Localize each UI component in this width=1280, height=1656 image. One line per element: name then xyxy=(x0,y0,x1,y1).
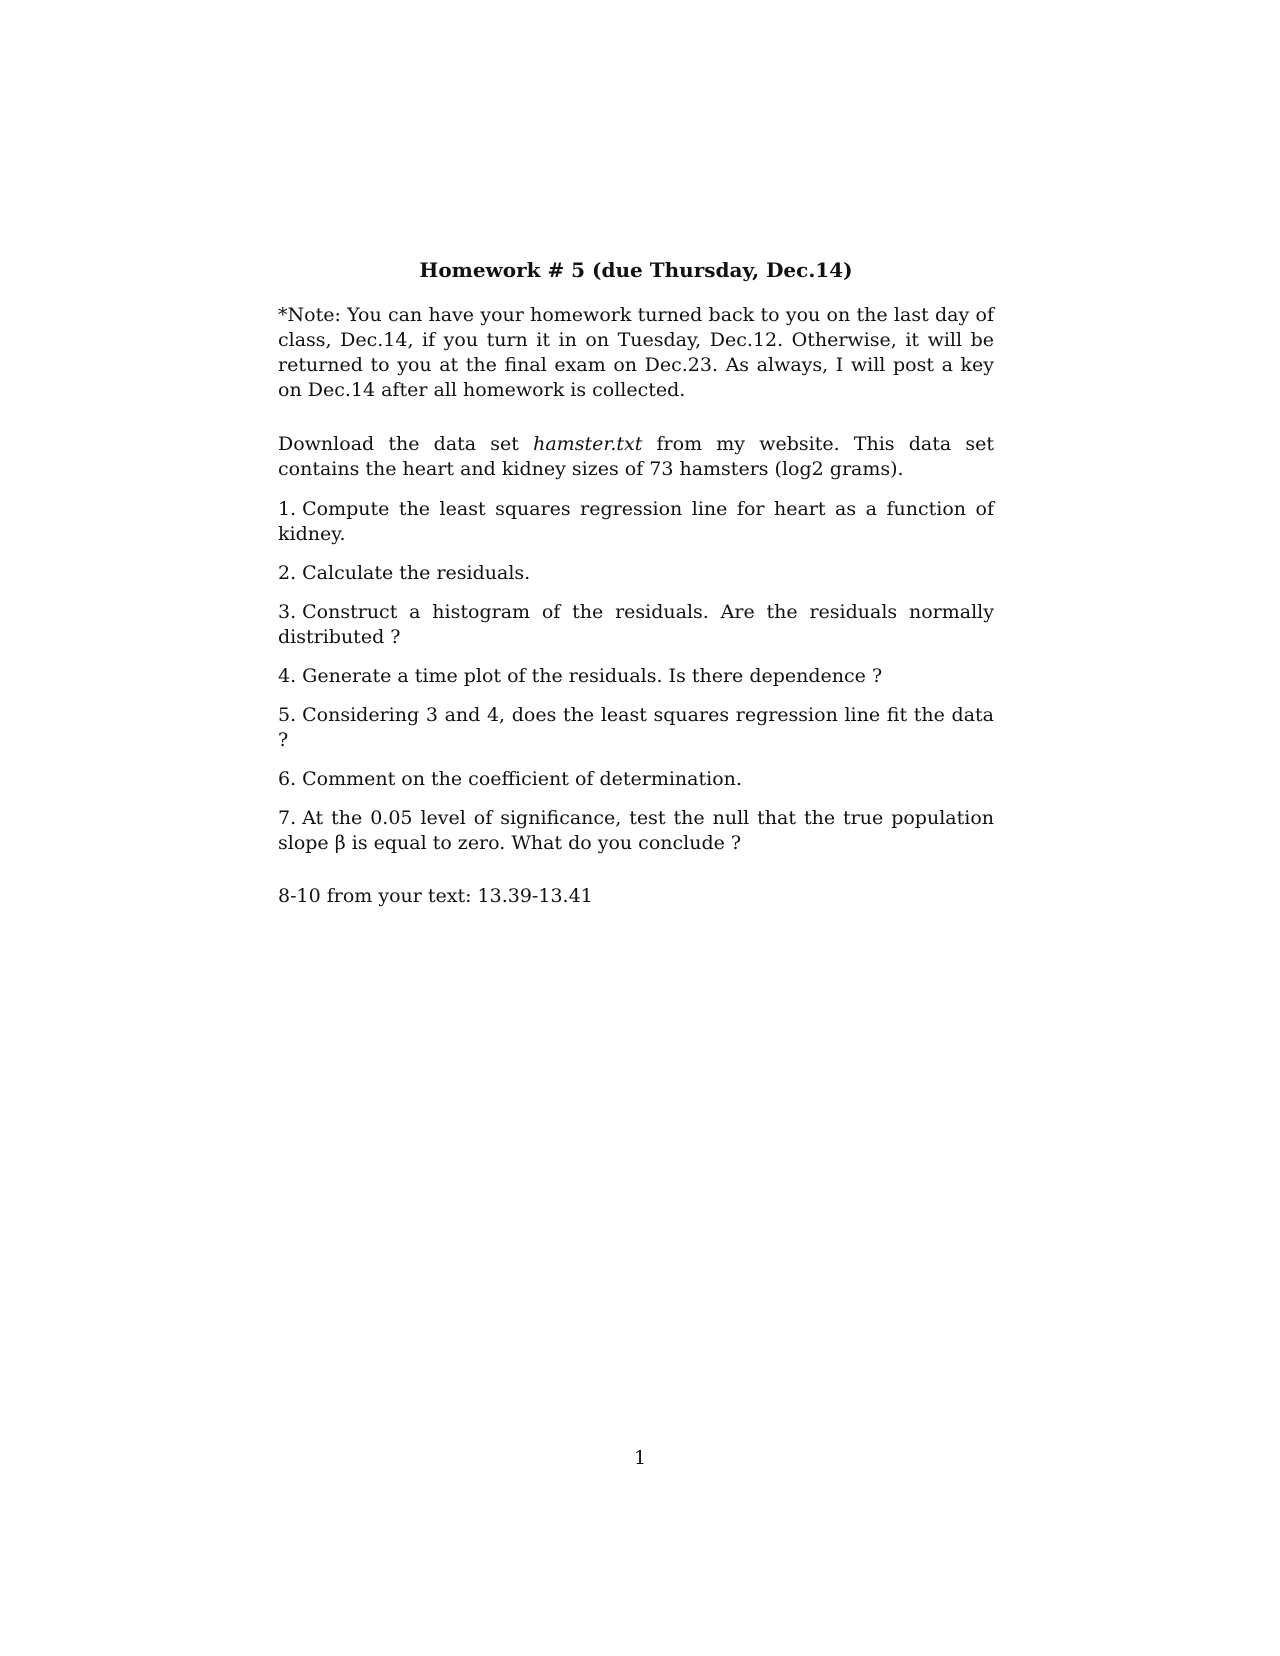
problem-number: 4. xyxy=(278,665,297,687)
document-page xyxy=(278,258,994,909)
dataset-filename: hamster.txt xyxy=(533,433,643,455)
problem-item xyxy=(278,664,994,689)
problem-number: 5. xyxy=(278,704,297,726)
textbook-problems-line: 8-10 from your text: 13.39-13.41 xyxy=(278,885,593,907)
note-paragraph: *Note: You can have your homework turned back to you on the last day of class, Dec.14, if you turn it in on Tuesday, Dec.12. Otherwise, it will be returned to you at the final exam on Dec.23. As always, I will post a key on Dec.14 after all homework is collected. xyxy=(278,304,994,401)
problem-item xyxy=(278,806,994,856)
problem-number: 1. xyxy=(278,498,297,520)
intro-text-after: from my website. This data set contains the heart and kidney sizes of 73 hamsters (log2 grams). xyxy=(278,433,994,480)
problem-text: Construct a histogram of the residuals. Are the residuals normally distributed ? xyxy=(278,601,994,648)
page-number: 1 xyxy=(633,1447,647,1469)
page-title: Homework # 5 (due Thursday, Dec.14) xyxy=(419,258,853,282)
problem-text: Comment on the coefficient of determination. xyxy=(302,768,742,790)
problem-text: At the 0.05 level of significance, test the null that the true population slope β is equal to zero. What do you conclude ? xyxy=(278,807,994,854)
intro-paragraph xyxy=(278,432,994,482)
problem-item xyxy=(278,497,994,547)
problem-text: Compute the least squares regression line for heart as a function of kidney. xyxy=(278,498,994,545)
problem-number: 3. xyxy=(278,601,297,623)
problem-text: Generate a time plot of the residuals. Is there dependence ? xyxy=(302,665,883,687)
problem-text: Calculate the residuals. xyxy=(302,562,531,584)
problem-text: Considering 3 and 4, does the least squares regression line fit the data ? xyxy=(278,704,994,751)
problem-number: 6. xyxy=(278,768,297,790)
problem-number: 7. xyxy=(278,807,297,829)
problem-item xyxy=(278,561,994,586)
problem-item xyxy=(278,703,994,753)
problem-item xyxy=(278,600,994,650)
problem-number: 2. xyxy=(278,562,297,584)
intro-text-before: Download the data set xyxy=(278,433,534,455)
problem-item xyxy=(278,767,994,792)
